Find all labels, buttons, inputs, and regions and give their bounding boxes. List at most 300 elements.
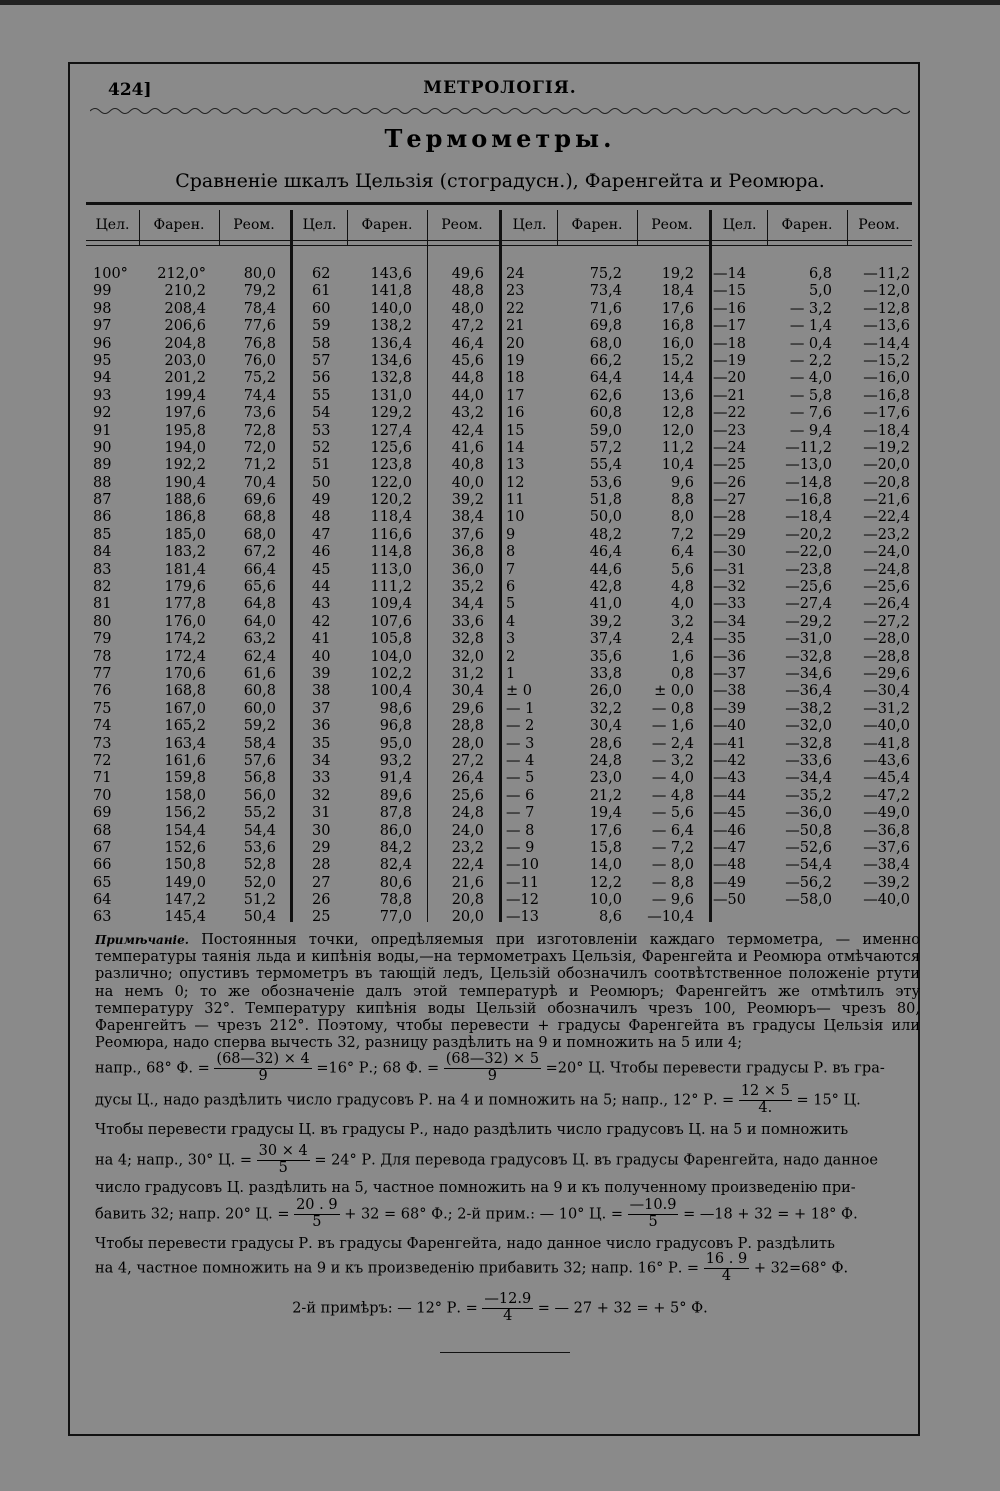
numerator: (68—32) × 4: [216, 1051, 310, 1067]
col-sep: [139, 210, 140, 246]
table-cell: 28,8: [451, 718, 484, 735]
table-cell: 26,0: [589, 683, 622, 700]
table-cell: 64,8: [243, 596, 276, 613]
table-cell: 156,2: [164, 805, 206, 822]
table-cell: 90: [93, 439, 112, 456]
table-cell: 6,8: [808, 266, 832, 282]
table-cell: 125,6: [370, 439, 412, 456]
table-cell: —28: [713, 509, 746, 526]
table-cell: 59: [312, 318, 331, 335]
table-cell: 57: [312, 352, 331, 369]
table-cell: —23: [713, 422, 746, 439]
table-cell: 73,4: [589, 283, 622, 300]
formula-line-3: Чтобы перевести градусы Ц. въ градусы Р., надо раздѣлить число градусовъ Ц. на 5 и помножить: [95, 1122, 849, 1138]
table-cell: —10,4: [647, 909, 694, 926]
table-cell: 17,6: [589, 822, 622, 839]
table-cell: 96,8: [379, 718, 412, 735]
table-cell: 32,0: [451, 648, 484, 665]
denominator: 5: [278, 1159, 288, 1176]
table-cell: 40,0: [451, 474, 484, 491]
table-cell: 13: [506, 457, 525, 474]
table-cell: 48,8: [451, 283, 484, 300]
table-cell: — 3,2: [651, 752, 694, 769]
table-cell: 54: [312, 405, 331, 422]
table-cell: 37,6: [451, 526, 484, 543]
denominator: 5: [312, 1213, 322, 1230]
table-cell: 49: [312, 492, 331, 509]
table-cell: 51,8: [589, 492, 622, 509]
fraction: [482, 1292, 533, 1325]
table-cell: —16,8: [863, 387, 910, 404]
block-2-far-column: [348, 266, 412, 927]
table-top-rule: [86, 202, 912, 205]
wavy-rule: [90, 106, 910, 116]
formula-text: дусы Ц., надо раздѣлить число градусовъ Р. на 4 и помножить на 5; напр., 12° Р. =: [95, 1092, 735, 1109]
table-cell: 22: [506, 300, 525, 317]
table-cell: 127,4: [370, 422, 412, 439]
table-cell: 161,6: [164, 752, 206, 769]
table-cell: 52,0: [243, 874, 276, 891]
table-cell: 104,0: [370, 648, 412, 665]
formula-text: на 4, частное помножить на 9 и къ произведенію прибавить 32; напр. 16° Р. =: [95, 1260, 700, 1277]
table-cell: 75,2: [243, 370, 276, 387]
table-cell: —40,0: [863, 892, 910, 909]
table-cell: —34,6: [785, 665, 832, 682]
formula-text: бавить 32; напр. 20° Ц. =: [95, 1206, 290, 1223]
table-cell: 181,4: [164, 561, 206, 578]
header-far: Фарен.: [571, 217, 623, 233]
table-cell: —38: [713, 683, 746, 700]
table-cell: —27: [713, 492, 746, 509]
table-cell: 63: [93, 909, 112, 926]
table-cell: 53,6: [589, 474, 622, 491]
table-cell: 35: [312, 735, 331, 752]
table-cell: 167,0: [164, 700, 206, 717]
table-cell: 95,0: [379, 735, 412, 752]
table-cell: 62,6: [589, 387, 622, 404]
table-cell: — 9: [506, 839, 535, 856]
fraction: [739, 1084, 792, 1117]
table-cell: 45,6: [451, 352, 484, 369]
table-cell: 114,8: [370, 544, 412, 561]
table-cell: —25: [713, 457, 746, 474]
table-cell: 66: [93, 857, 112, 874]
formula-line-9: [0, 1292, 1000, 1325]
table-cell: 39,2: [589, 613, 622, 630]
formula-text: + 32 = 68° Ф.; 2-й прим.: — 10° Ц. =: [344, 1206, 624, 1223]
table-cell: 67: [93, 839, 112, 856]
table-cell: 62,4: [243, 648, 276, 665]
table-cell: 56,8: [243, 770, 276, 787]
table-cell: 82,4: [379, 857, 412, 874]
table-cell: 203,0: [164, 352, 206, 369]
header-cel: Цел.: [722, 217, 757, 233]
numerator: (68—32) × 5: [445, 1051, 540, 1067]
table-cell: 97: [93, 318, 112, 335]
table-cell: 62: [312, 266, 331, 282]
table-cell: 89,6: [379, 787, 412, 804]
table-cell: —56,2: [785, 874, 832, 891]
table-cell: — 5,8: [789, 387, 832, 404]
table-cell: 7: [506, 561, 516, 578]
table-cell: 72,8: [243, 422, 276, 439]
block-3-cel-column: [506, 266, 554, 927]
table-cell: 49,6: [451, 266, 484, 282]
table-cell: 21: [506, 318, 525, 335]
block-4-cel-column: [713, 266, 763, 909]
table-cell: 55: [312, 387, 331, 404]
table-cell: 70: [93, 787, 112, 804]
table-cell: 118,4: [370, 509, 412, 526]
table-cell: 63,2: [243, 631, 276, 648]
table-cell: 48,2: [589, 526, 622, 543]
table-cell: —33,6: [785, 752, 832, 769]
table-cell: 44,6: [589, 561, 622, 578]
table-cell: 0,8: [670, 665, 694, 682]
table-cell: 195,8: [164, 422, 206, 439]
table-cell: —35,2: [785, 787, 832, 804]
table-cell: 172,4: [164, 648, 206, 665]
table-cell: 24,0: [451, 822, 484, 839]
header-reo: Реом.: [441, 217, 483, 233]
table-cell: 23,2: [451, 839, 484, 856]
table-cell: —16: [713, 300, 746, 317]
table-cell: — 8: [506, 822, 535, 839]
table-cell: —21,6: [863, 492, 910, 509]
table-cell: 20,0: [451, 909, 484, 926]
header-reo: Реом.: [233, 217, 275, 233]
table-cell: 65: [93, 874, 112, 891]
table-cell: —20,8: [863, 474, 910, 491]
table-cell: 5,6: [670, 561, 694, 578]
table-cell: —13: [506, 909, 539, 926]
formula-text: 2-й примѣръ: — 12° Р. =: [292, 1300, 478, 1317]
table-cell: 53,6: [243, 839, 276, 856]
running-head: МЕТРОЛОГІЯ.: [423, 78, 577, 98]
table-cell: —49,0: [863, 805, 910, 822]
table-cell: 32: [312, 787, 331, 804]
table-cell: —39,2: [863, 874, 910, 891]
table-cell: 84: [93, 544, 112, 561]
table-cell: ± 0,0: [654, 683, 694, 700]
block-2-cel-column: [312, 266, 342, 927]
table-cell: 41: [312, 631, 331, 648]
table-cell: 72,0: [243, 439, 276, 456]
table-cell: —11: [506, 874, 539, 891]
block-3-reo-column: [638, 266, 694, 927]
table-cell: 102,2: [370, 665, 412, 682]
table-cell: —19: [713, 352, 746, 369]
table-cell: 76,8: [243, 335, 276, 352]
fraction: [257, 1144, 310, 1177]
table-cell: 34: [312, 752, 331, 769]
table-cell: 40: [312, 648, 331, 665]
numerator: 16 . 9: [705, 1251, 748, 1267]
table-cell: —24,8: [863, 561, 910, 578]
page-number: 424]: [108, 80, 152, 100]
table-cell: 89: [93, 457, 112, 474]
table-cell: 201,2: [164, 370, 206, 387]
table-cell: 179,6: [164, 579, 206, 596]
table-cell: —30: [713, 544, 746, 561]
table-cell: 145,4: [164, 909, 206, 926]
table-cell: 8: [506, 544, 516, 561]
table-cell: 7,2: [670, 526, 694, 543]
table-cell: 28,6: [589, 735, 622, 752]
table-cell: 138,2: [370, 318, 412, 335]
table-cell: 43: [312, 596, 331, 613]
table-cell: —16,8: [785, 492, 832, 509]
table-cell: 3: [506, 631, 516, 648]
table-cell: 19,4: [589, 805, 622, 822]
table-cell: —18,4: [785, 509, 832, 526]
table-cell: 30,4: [589, 718, 622, 735]
fraction: [294, 1198, 340, 1231]
table-cell: —29,2: [785, 613, 832, 630]
table-cell: — 7,2: [651, 839, 694, 856]
table-cell: —25,6: [785, 579, 832, 596]
table-cell: 86: [93, 509, 112, 526]
table-cell: 21,6: [451, 874, 484, 891]
table-cell: —22,4: [863, 509, 910, 526]
table-cell: 186,8: [164, 509, 206, 526]
table-cell: 77: [93, 665, 112, 682]
table-cell: 81: [93, 596, 112, 613]
table-cell: 40,8: [451, 457, 484, 474]
table-cell: —49: [713, 874, 746, 891]
table-cell: 95: [93, 352, 112, 369]
block-4-far-column: [768, 266, 832, 909]
table-cell: 31,2: [451, 665, 484, 682]
table-cell: — 1: [506, 700, 535, 717]
table-cell: — 9,6: [651, 892, 694, 909]
table-cell: 159,8: [164, 770, 206, 787]
table-cell: 87: [93, 492, 112, 509]
table-cell: 88: [93, 474, 112, 491]
table-cell: 91: [93, 422, 112, 439]
table-cell: 50: [312, 474, 331, 491]
table-cell: 52,8: [243, 857, 276, 874]
denominator: 9: [487, 1067, 497, 1084]
table-cell: 6: [506, 579, 516, 596]
table-cell: 199,4: [164, 387, 206, 404]
denominator: 4: [721, 1267, 732, 1284]
table-cell: —31: [713, 561, 746, 578]
table-cell: 76,0: [243, 352, 276, 369]
table-cell: — 1,6: [651, 718, 694, 735]
table-cell: 27,2: [451, 752, 484, 769]
table-cell: 41,0: [589, 596, 622, 613]
table-cell: 60,8: [589, 405, 622, 422]
fraction: [628, 1198, 679, 1231]
table-cell: 57,6: [243, 752, 276, 769]
table-cell: 75: [93, 700, 112, 717]
table-cell: 47: [312, 526, 331, 543]
fraction: [444, 1052, 541, 1085]
table-cell: — 4: [506, 752, 535, 769]
table-cell: 43,2: [451, 405, 484, 422]
table-cell: 48,0: [451, 300, 484, 317]
table-cell: — 2,4: [651, 735, 694, 752]
table-cell: —43: [713, 770, 746, 787]
table-cell: —45,4: [863, 770, 910, 787]
table-cell: 15: [506, 422, 525, 439]
table-cell: — 2: [506, 718, 535, 735]
table-cell: 98,6: [379, 700, 412, 717]
table-cell: —28,8: [863, 648, 910, 665]
table-cell: —17,6: [863, 405, 910, 422]
table-cell: 14: [506, 439, 525, 456]
table-cell: —14: [713, 266, 746, 282]
denominator: 4.: [758, 1099, 773, 1116]
table-cell: —47,2: [863, 787, 910, 804]
block-2-reo-column: [428, 266, 484, 927]
header-far: Фарен.: [361, 217, 413, 233]
table-cell: 51,2: [243, 892, 276, 909]
page-subtitle: Сравненіе шкалъ Цельзія (стоградусн.), Фаренгейта и Реомюра.: [175, 170, 825, 192]
table-cell: 109,4: [370, 596, 412, 613]
table-cell: 16,0: [661, 335, 694, 352]
table-cell: 19: [506, 352, 525, 369]
table-cell: 8,6: [598, 909, 622, 926]
table-cell: 39,2: [451, 492, 484, 509]
table-cell: 12: [506, 474, 525, 491]
table-cell: 10,4: [661, 457, 694, 474]
table-cell: 41,6: [451, 439, 484, 456]
table-cell: 14,4: [661, 370, 694, 387]
table-cell: —19,2: [863, 439, 910, 456]
table-cell: 15,8: [589, 839, 622, 856]
table-cell: —41: [713, 735, 746, 752]
table-cell: —11,2: [785, 439, 832, 456]
table-cell: —40,0: [863, 718, 910, 735]
table-cell: —23,8: [785, 561, 832, 578]
table-cell: 12,0: [661, 422, 694, 439]
table-cell: 77,6: [243, 318, 276, 335]
table-cell: —18,4: [863, 422, 910, 439]
table-cell: 57,2: [589, 439, 622, 456]
table-cell: 84,2: [379, 839, 412, 856]
table-cell: 100,4: [370, 683, 412, 700]
table-cell: 47,2: [451, 318, 484, 335]
table-cell: —42: [713, 752, 746, 769]
table-cell: 77,0: [379, 909, 412, 926]
block-1-reo-column: [220, 266, 276, 927]
table-cell: —37: [713, 665, 746, 682]
table-cell: —38,2: [785, 700, 832, 717]
block-sep: [499, 210, 502, 922]
table-cell: 143,6: [370, 266, 412, 282]
table-cell: 37,4: [589, 631, 622, 648]
table-cell: —22: [713, 405, 746, 422]
table-cell: 35,6: [589, 648, 622, 665]
table-cell: 10: [506, 509, 525, 526]
formula-text: на 4; напр., 30° Ц. =: [95, 1152, 253, 1169]
table-cell: 5,0: [808, 283, 832, 300]
table-cell: —34: [713, 613, 746, 630]
table-cell: 136,4: [370, 335, 412, 352]
table-cell: —36,0: [785, 805, 832, 822]
table-cell: 6,4: [670, 544, 694, 561]
table-cell: 78,8: [379, 892, 412, 909]
table-cell: —32,8: [785, 648, 832, 665]
note-text: Постоянныя точки, опредѣляемыя при изготовленіи каждаго термометра, — именно температуры таянія льда и кипѣнія воды,—на термометрахъ Цельзія, Фаренгейта и Реомюра отмѣчаются различно; опустивъ термометръ въ тающій ледъ, Цельзій обозначилъ соотвѣтственное положеніе ртути на немъ 0; то же обозначеніе далъ этой температурѣ и Реомюръ; Фаренгейтъ же отмѣтилъ эту температуру 32°. Температуру кипѣнія воды Цельзій обозначилъ чрезъ 100, Реомюръ— чрезъ 80, Фаренгейтъ — чрезъ 212°. Поэтому, чтобы перевести + градусы Фаренгейта въ градусы Цельзія или Реомюра, надо сперва вычесть 32, разницу раздѣлить на 9 и помножить на 5 или 4;: [95, 932, 920, 1052]
table-cell: —54,4: [785, 857, 832, 874]
table-cell: 75,2: [589, 266, 622, 282]
col-sep: [219, 210, 220, 246]
formula-text: =16° Р.; 68 Ф. =: [316, 1060, 440, 1077]
table-cell: 24,8: [451, 805, 484, 822]
table-cell: 50,4: [243, 909, 276, 926]
table-cell: —13,6: [863, 318, 910, 335]
top-edge-line: [0, 0, 1000, 5]
table-cell: 134,6: [370, 352, 412, 369]
col-sep: [637, 210, 638, 246]
table-cell: 69,8: [589, 318, 622, 335]
table-cell: 32,2: [589, 700, 622, 717]
table-cell: 120,2: [370, 492, 412, 509]
table-cell: — 6,4: [651, 822, 694, 839]
table-cell: 71,6: [589, 300, 622, 317]
table-cell: 66,4: [243, 561, 276, 578]
formula-line-1: [95, 1052, 920, 1085]
table-cell: 149,0: [164, 874, 206, 891]
numerator: 30 × 4: [258, 1143, 308, 1159]
table-cell: 53: [312, 422, 331, 439]
table-cell: 80,0: [243, 266, 276, 282]
table-cell: 5: [506, 596, 516, 613]
table-cell: 33,6: [451, 613, 484, 630]
table-cell: 92: [93, 405, 112, 422]
table-cell: 44,0: [451, 387, 484, 404]
table-cell: —28,0: [863, 631, 910, 648]
numerator: 20 . 9: [296, 1197, 338, 1213]
table-cell: 131,0: [370, 387, 412, 404]
table-cell: 64: [93, 892, 112, 909]
table-cell: 1: [506, 665, 516, 682]
table-cell: —26,4: [863, 596, 910, 613]
table-cell: 20,8: [451, 892, 484, 909]
table-cell: 4,8: [670, 579, 694, 596]
table-cell: —43,6: [863, 752, 910, 769]
table-cell: 25,6: [451, 787, 484, 804]
table-cell: 208,4: [164, 300, 206, 317]
col-sep: [347, 210, 348, 246]
table-cell: 34,4: [451, 596, 484, 613]
table-cell: 73: [93, 735, 112, 752]
table-cell: 150,8: [164, 857, 206, 874]
table-cell: —35: [713, 631, 746, 648]
table-cell: 176,0: [164, 613, 206, 630]
table-cell: 163,4: [164, 735, 206, 752]
table-cell: —31,2: [863, 700, 910, 717]
table-cell: 60,0: [243, 700, 276, 717]
col-sep: [767, 210, 768, 246]
table-cell: 18,4: [661, 283, 694, 300]
denominator: 5: [648, 1213, 658, 1230]
table-cell: 27: [312, 874, 331, 891]
table-cell: 30,4: [451, 683, 484, 700]
table-cell: —13,0: [785, 457, 832, 474]
block-4-reo-column: [848, 266, 910, 909]
table-cell: —58,0: [785, 892, 832, 909]
table-cell: 100°: [93, 266, 128, 282]
header-reo: Реом.: [858, 217, 900, 233]
table-cell: 192,2: [164, 457, 206, 474]
col-sep: [847, 210, 848, 246]
table-cell: —30,4: [863, 683, 910, 700]
table-cell: 15,2: [661, 352, 694, 369]
